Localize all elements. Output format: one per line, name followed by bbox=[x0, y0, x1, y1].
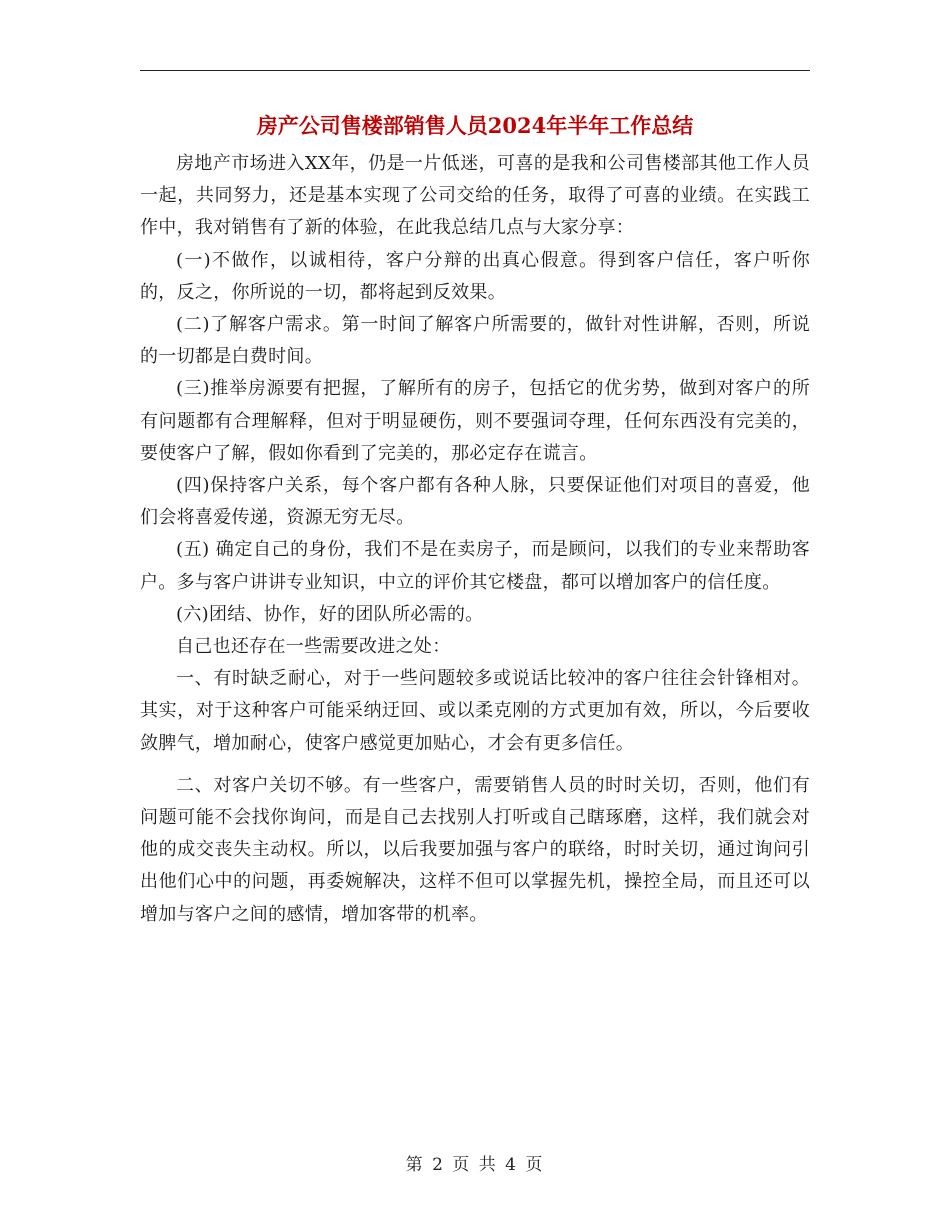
paragraph-point-4: (四)保持客户关系，每个客户都有各种人脉，只要保证他们对项目的喜爱，他们会将喜爱传递，资源无穷无尽。 bbox=[140, 475, 810, 529]
page-footer: 第 2 页 共 4 页 bbox=[405, 1155, 545, 1175]
paragraph-point-1: (一)不做作，以诚相待，客户分辩的出真心假意。得到客户信任，客户听你的，反之，你所说的一切，都将起到反效果。 bbox=[140, 249, 810, 303]
document-title: 房产公司售楼部销售人员2024年半年工作总结 bbox=[256, 113, 694, 138]
paragraph-improvement-1: 一、有时缺乏耐心，对于一些问题较多或说话比较冲的客户往往会针锋相对。其实，对于这种客户可能采纳迂回、或以柔克刚的方式更加有效，所以，今后要收敛脾气，增加耐心，使客户感觉更加贴心，才会有更多信任。 bbox=[140, 668, 810, 754]
paragraph-point-2: (二)了解客户需求。第一时间了解客户所需要的，做针对性讲解，否则，所说的一切都是白费时间。 bbox=[140, 314, 810, 368]
header-rule bbox=[140, 70, 810, 71]
document-body bbox=[140, 148, 810, 931]
paragraph-intro: 房地产市场进入XX年，仍是一片低迷，可喜的是我和公司售楼部其他工作人员一起，共同努力，还是基本实现了公司交给的任务，取得了可喜的业绩。在实践工作中，我对销售有了新的体验，在此我总结几点与大家分享： bbox=[140, 153, 810, 239]
paragraph-improvement-2: 二、对客户关切不够。有一些客户，需要销售人员的时时关切，否则，他们有问题可能不会找你询问，而是自己去找别人打听或自己瞎琢磨，这样，我们就会对他的成交丧失主动权。所以，以后我要加强与客户的联络，时时关切，通过询问引出他们心中的问题，再委婉解决，这样不但可以掌握先机，操控全局，而且还可以增加与客户之间的感情，增加客带的机率。 bbox=[140, 774, 810, 925]
paragraph-improvements-heading: 自己也还存在一些需要改进之处： bbox=[176, 636, 451, 658]
paragraph-point-3: (三)推举房源要有把握，了解所有的房子，包括它的优劣势，做到对客户的所有问题都有合理解释，但对于明显硬伤，则不要强词夺理，任何东西没有完美的，要使客户了解，假如你看到了完美的，那必定存在谎言。 bbox=[140, 378, 810, 464]
paragraph-point-5: (五) 确定自己的身份，我们不是在卖房子，而是顾问，以我们的专业来帮助客户。多与客户讲讲专业知识，中立的评价其它楼盘，都可以增加客户的信任度。 bbox=[140, 539, 810, 593]
paragraph-point-6: (六)团结、协作，好的团队所必需的。 bbox=[176, 603, 484, 625]
